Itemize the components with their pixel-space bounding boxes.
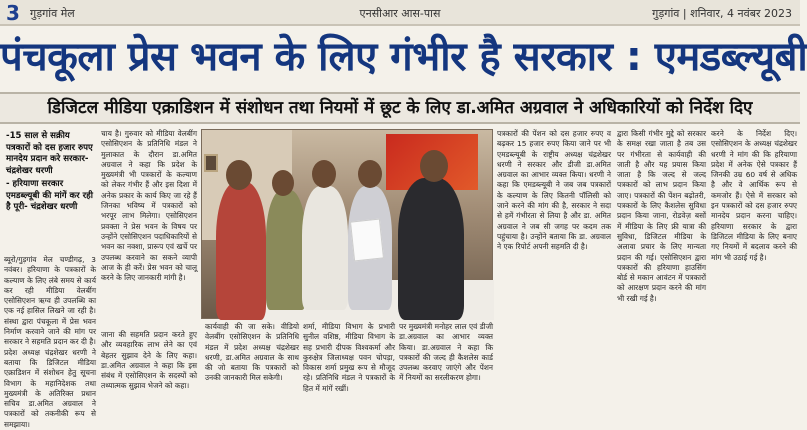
highlights-box <box>4 129 96 251</box>
article-column-6: पत्रकारों की पेंशन को दस हजार रुपए व बढ़कर 15 हजार रुपए किया जाने पर भी एमडब्ल्यूबी के राष्ट्रीय अध्यक्ष चंद्रशेखर धरणी ने सरकार और डीजी डा.अमित अग्रवाल का आभार व्यक्त किया। धरणी ने कहा कि एमडब्ल्यूबी ने जब जब पत्रकारों के कल्याण के लिए कितनी पॉलिसी को जाने करने की मांग की है, सरकार ने सदा से हमें गंभीरता से लिया है और डा. अमित अग्रवाल ने जब सी जगह पर कदम तक पहुंचाया है। उन्होंने बताया कि डा. अग्रवाल ने एक रिपोर्ट अपनी सहमति दी है। <box>497 129 611 252</box>
photo-person-2-head <box>272 170 294 196</box>
article-column-3: कार्यवाही की जा सके। वीडियो वेलबींग एसोसिएशन के प्रतिनिधि मंडल में प्रदेश अध्यक्ष चंद्रशेखर धरणी, डा.अमित अग्रवाल के साथ की जो बताया कि पत्रकारों को उनकी जानकारी मिल सकेगी। <box>205 322 299 383</box>
article-column-4: शर्मा, मीडिया विभाग के प्रभारी सुनील वशिष्ठ, मीडिया विभाग के सह प्रभारी दीपक विश्वकर्मा और कुरुक्षेत्र जिलाध्यक्ष पवन चोपड़ा, विकास शर्मा प्रमुख रूप से मौजूद रहे। प्रतिनिधि मंडल ने पत्रकारों के हित में मांगें रखीं। <box>303 322 395 393</box>
news-photo <box>201 129 493 319</box>
sub-headline: डिजिटल मीडिया एक्राडिशन में संशोधन तथा नियमों में छूट के लिए डा.अमित अग्रवाल ने अधिकारियों को निर्देश दिए <box>0 92 800 124</box>
photo-document <box>350 219 384 262</box>
photo-wall-frame <box>204 154 218 172</box>
article-column-2: चाय है। गुरुवार को मीडिया वेलबींग एसोसिएशन के प्रतिनिधि मंडल ने मुलाकात के दौरान डा.अमित अग्रवाल ने कहा कि प्रदेश के मुख्यमंत्री भी पत्रकारों के कल्याण को लेकर गंभीर हैं और इस दिशा में अनेक प्रकार के कार्य किए जा रहे हैं जिनका भविष्य में पत्रकारों को भरपूर लाभ मिलेगा। एसोसिएशन प्रवक्ता ने प्रेस भवन के विषय पर उन्होंने एसोसिएशन पदाधिकारियों से भवन का नक्शा, प्रारूप एवं खर्चे पर उपलब्ध करवाने का सकने व्यापी आज के ही करें। प्रेस भवन को चालू करने के लिए जानकारी मांगी है। <box>101 129 197 283</box>
photo-person-1-head <box>226 160 252 190</box>
photo-person-5-head <box>420 150 448 182</box>
photo-person-3-head <box>312 160 336 188</box>
article-column-8: करने के निर्देश दिए। एसोसिएशन के अध्यक्ष चंद्रशेखर धरणी ने मांग की कि हरियाणा प्रदेश में अनेक ऐसे पत्रकार हैं जिनकी उम्र 60 वर्ष से अधिक है और वे आर्थिक रूप से कमजोर हैं। ऐसे में सरकार को इन पत्रकारों को दस हजार रुपए मानदेय प्रदान करना चाहिए। हरियाणा सरकार के द्वारा डिजिटल मीडिया के लिए बनाए गए नियमों में बदलाव करने की मांग भी उठाई गई है। <box>711 129 797 262</box>
article-column-2-lower: जाना की सहमति प्रदान करते हुए और व्यवहारिक लाभ लेने का एवं बेहतर सुझाव देने के लिए कहा। डा.अमित अग्रवाल ने कहा कि इस संबंध में एसोसिएशन के सदस्यों को तथ्यात्मक सुझाव भेजने को कहा। <box>101 330 197 391</box>
article-column-5: पर मुख्यमंत्री मनोहर लाल एवं डीजी डा.अग्रवाल का आभार व्यक्त किया। डा.अग्रवाल ने कहा कि पत्रकारों की जल्द ही कैशलेस कार्ड उपलब्ध करवाए जाएंगे और पेंशन में नियमों का सरलीकरण होगा। <box>399 322 493 383</box>
main-headline: पंचकूला प्रेस भवन के लिए गंभीर है सरकार : एमडब्ल्यूबी <box>0 34 807 80</box>
page-header-strip <box>0 0 800 26</box>
photo-person-1 <box>216 182 266 320</box>
highlight-item: - हरियाणा सरकार एमडब्ल्यूबी की मांगें कर रही है पूरी- चंद्रशेखर धरणी <box>6 179 93 212</box>
article-column-1: ब्यूरो/गुड़गांव मेल चण्डीगढ़, 3 नवंबर। हरियाणा के पत्रकारों के कल्याण के लिए लंबे समय से कार्य कर रही मीडिया वेलबींग एसोसिएशन ऋग्व ही उपलब्धि का एक नई हासिल लिखने जा रही है। संस्था द्वारा पंचकूला में प्रेस भवन निर्माण करवाने जाने की मांग पर सरकार ने सहमति प्रदान कर दी है। प्रदेश अध्यक्ष चंद्रशेखर धरणी ने बताया कि डिजिटल मीडिया एक्राडिशन में संशोधन हेतु सूचना विभाग के महानिदेशक तथा मुख्यमंत्री के अतिरिक्त प्रधान सचिव डा.अमित अग्रवाल ने पत्रकारों को तकनीकी रूप से समझाया। <box>4 255 96 429</box>
edition-date: गुड़गांव | शनिवार, 4 नवंबर 2023 <box>652 7 792 20</box>
photo-person-4-head <box>358 160 382 188</box>
photo-person-2 <box>266 190 306 310</box>
article-column-7: द्वारा किसी गंभीर मुद्दे को सरकार के समक्ष रखा जाता है तब उस पर गंभीरता से कार्यवाही की जाती है और यह प्रयास किया जाता है कि जल्द से जल्द पत्रकारों को लाभ प्रदान किया जाए। पत्रकारों की पेंशन बढ़ोतरी, पत्रकारों के लिए कैशलेस सुविधा प्रदान किया जाना, रोडवेज़ बसों में मीडिया के लिए फ्री यात्रा की सुविधा, डिजिटल मीडिया के अलावा प्रचार के लिए मान्यता प्रदान की गई। एसोसिएशन द्वारा पत्रकारों की हरियाणा हाउसिंग बोर्ड से मकान आवंटन में पत्रकारों को आरक्षण प्रदान करने की मांग भी रखी गई है। <box>617 129 706 303</box>
newspaper-name: गुड़गांव मेल <box>30 7 75 20</box>
photo-person-5 <box>398 178 464 320</box>
photo-person-3 <box>302 186 348 310</box>
page-number: 3 <box>6 1 20 25</box>
highlight-item: -15 साल से सक्रीय पत्रकारों को दस हजार रुपए मानदेय प्रदान करे सरकार- चंद्रशेखर धरणी <box>6 131 93 176</box>
section-title: एनसीआर आस-पास <box>359 7 441 20</box>
